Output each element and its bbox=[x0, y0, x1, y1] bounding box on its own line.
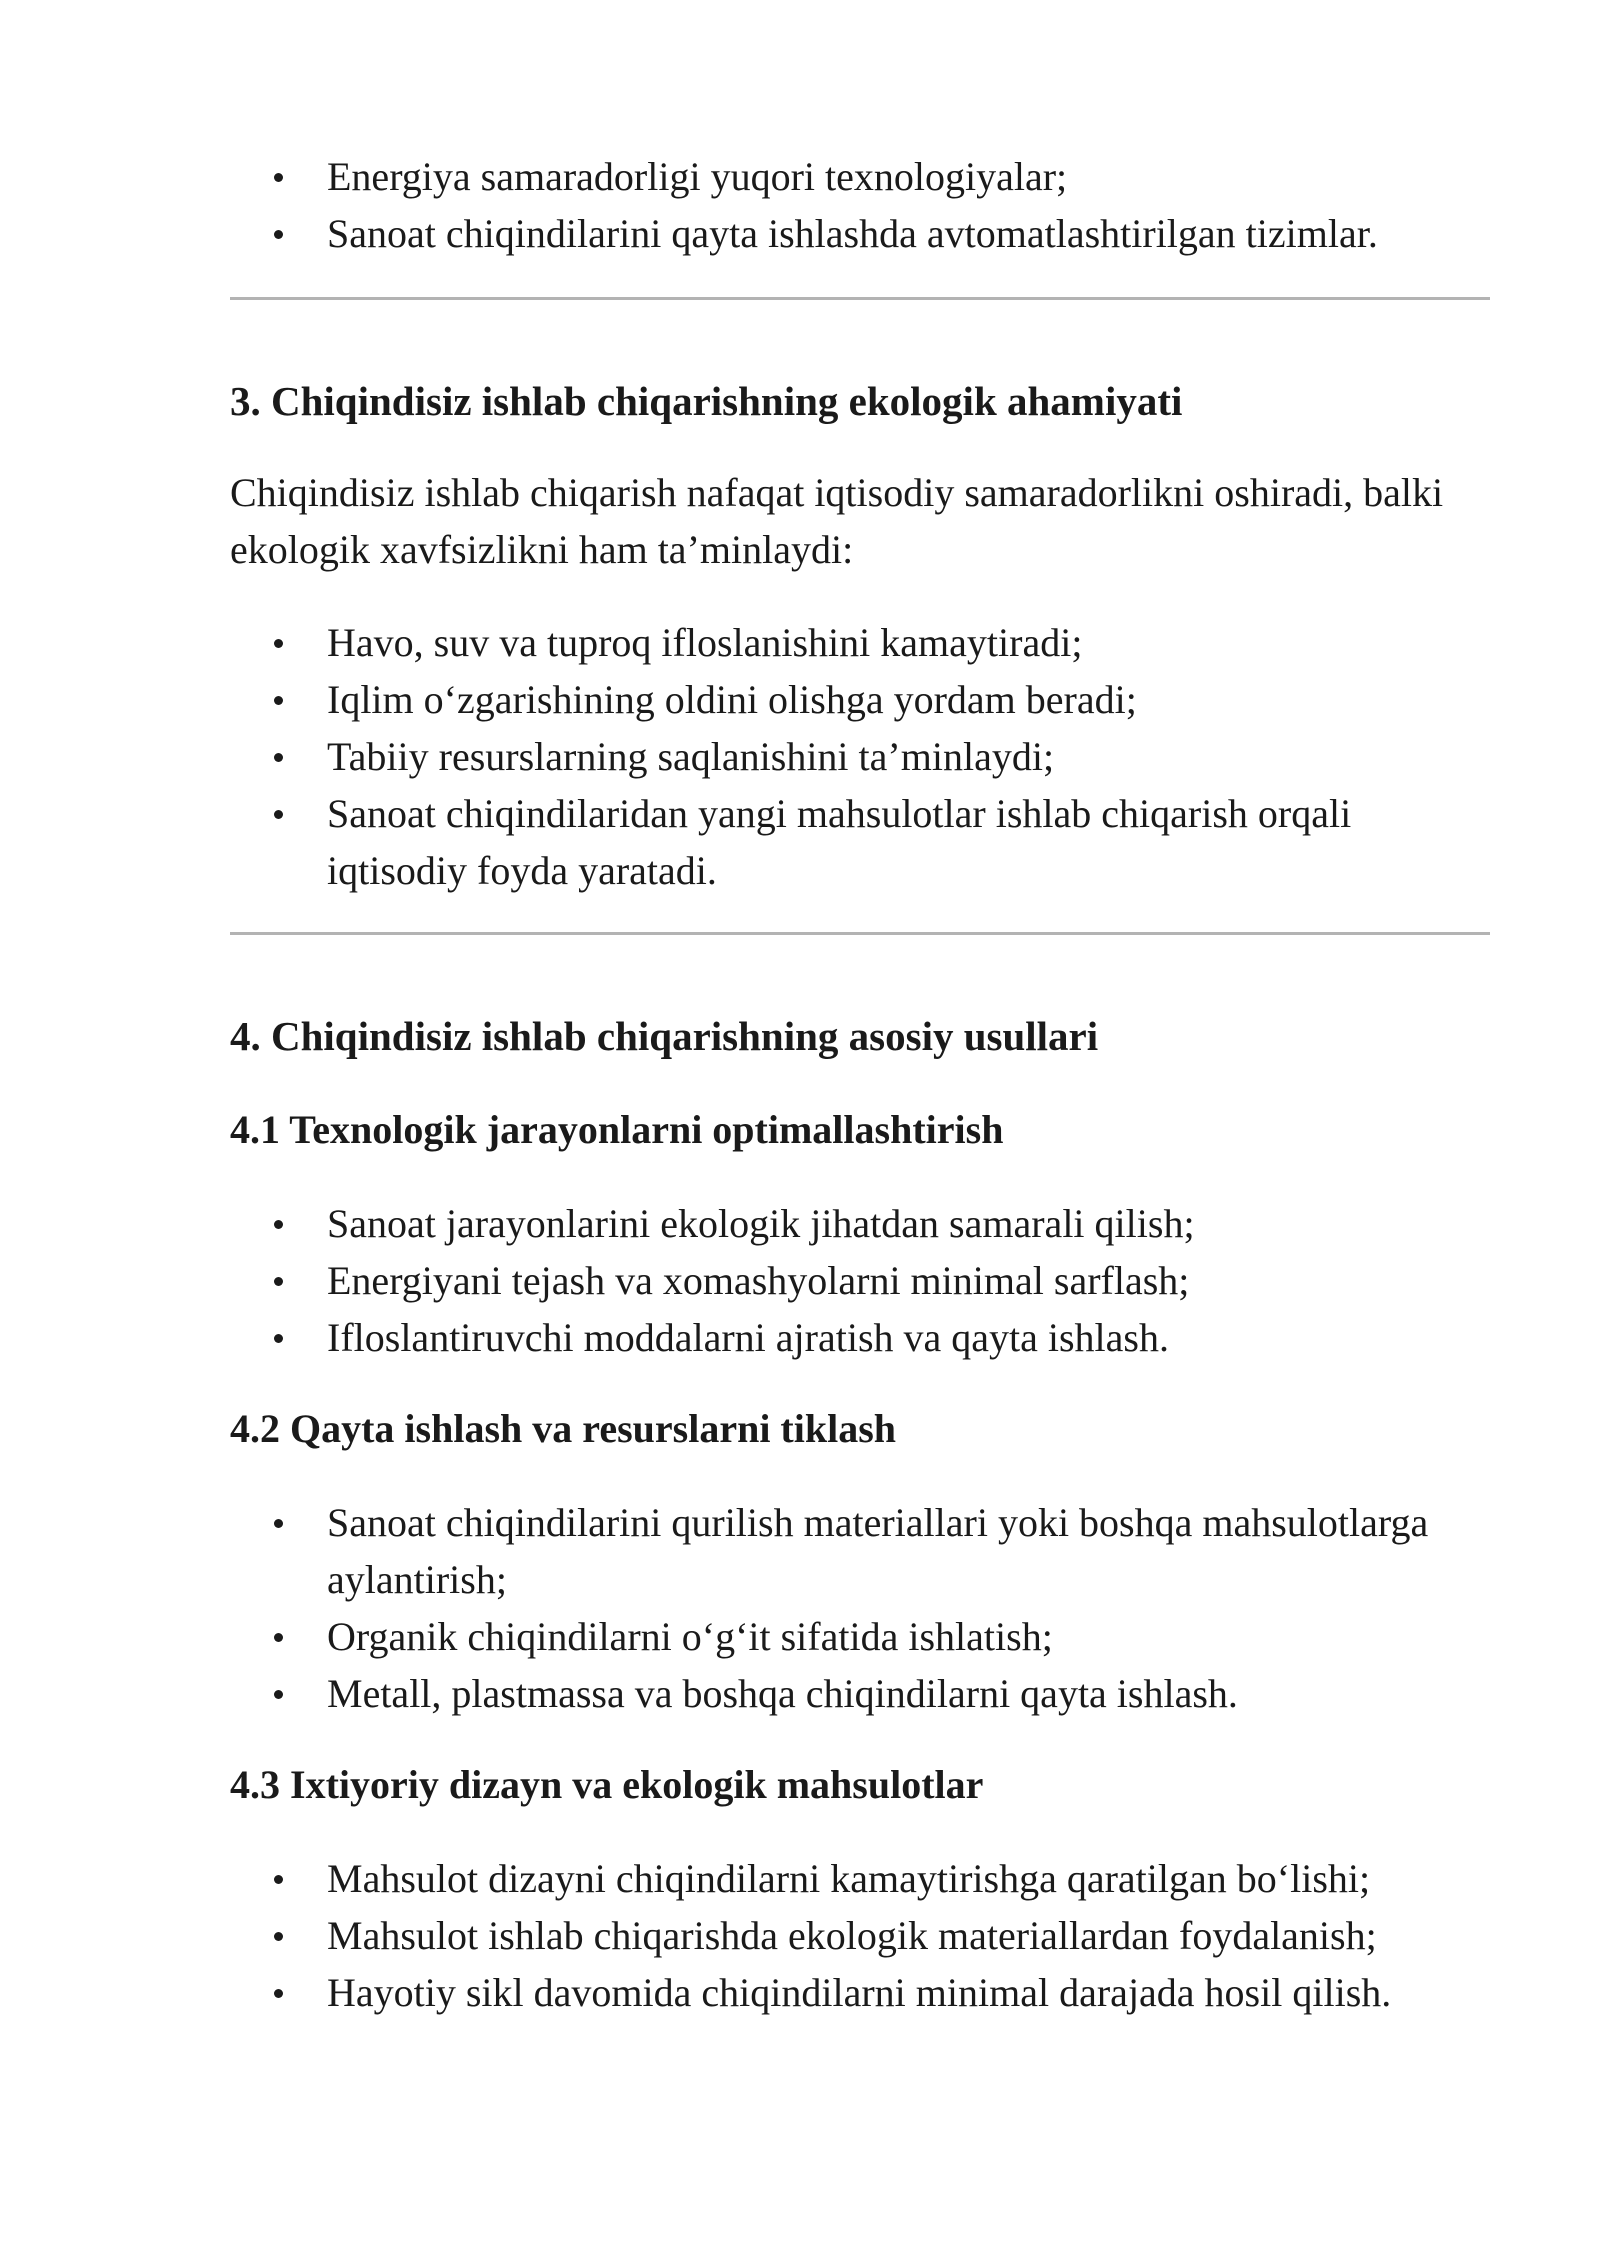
list-item: Energiyani tejash va xomashyolarni minimal sarflash; bbox=[230, 1252, 1490, 1309]
section-divider bbox=[230, 297, 1490, 300]
bullet-icon bbox=[274, 1690, 283, 1699]
subsection-4-2-heading: 4.2 Qayta ishlash va resurslarni tiklash bbox=[230, 1406, 897, 1451]
list-item: Mahsulot ishlab chiqarishda ekologik materiallardan foydalanish; bbox=[230, 1907, 1490, 1964]
bullet-icon bbox=[274, 639, 283, 648]
list-item: Sanoat chiqindilarini qurilish materiallari yoki boshqa mahsulotlarga aylantirish; bbox=[230, 1494, 1490, 1608]
list-item: Havo, suv va tuproq ifloslanishini kamaytiradi; bbox=[230, 614, 1490, 671]
bullet-icon bbox=[274, 173, 283, 182]
bullet-icon bbox=[274, 1220, 283, 1229]
bullet-icon bbox=[274, 1277, 283, 1286]
list-item: Energiya samaradorligi yuqori texnologiyalar; bbox=[230, 148, 1490, 205]
list-item: Sanoat chiqindilarini qayta ishlashda avtomatlashtirilgan tizimlar. bbox=[230, 205, 1490, 262]
list-item: Iqlim o‘zgarishining oldini olishga yordam beradi; bbox=[230, 671, 1490, 728]
list-item: Metall, plastmassa va boshqa chiqindilarni qayta ishlash. bbox=[230, 1665, 1490, 1722]
list-item: Organik chiqindilarni o‘g‘it sifatida ishlatish; bbox=[230, 1608, 1490, 1665]
subsection-4-3-list bbox=[230, 1850, 1490, 2021]
top-list bbox=[230, 148, 1490, 262]
section-divider bbox=[230, 932, 1490, 935]
bullet-icon bbox=[274, 1633, 283, 1642]
section-4-heading: 4. Chiqindisiz ishlab chiqarishning asosiy usullari bbox=[230, 1013, 1099, 1059]
section-3-intro: Chiqindisiz ishlab chiqarish nafaqat iqtisodiy samaradorlikni oshiradi, balki ekologik xavfsizlikni ham ta’minlaydi: bbox=[230, 470, 1444, 572]
subsection-4-3-heading: 4.3 Ixtiyoriy dizayn va ekologik mahsulotlar bbox=[230, 1762, 984, 1807]
bullet-icon bbox=[274, 753, 283, 762]
bullet-icon bbox=[274, 1334, 283, 1343]
list-item: Hayotiy sikl davomida chiqindilarni minimal darajada hosil qilish. bbox=[230, 1964, 1490, 2021]
section-3-heading: 3. Chiqindisiz ishlab chiqarishning ekologik ahamiyati bbox=[230, 378, 1183, 424]
subsection-4-1-list bbox=[230, 1195, 1490, 1366]
list-item: Sanoat jarayonlarini ekologik jihatdan samarali qilish; bbox=[230, 1195, 1490, 1252]
document-content bbox=[230, 148, 1490, 2021]
subsection-4-2-list bbox=[230, 1494, 1490, 1722]
list-item: Mahsulot dizayni chiqindilarni kamaytirishga qaratilgan bo‘lishi; bbox=[230, 1850, 1490, 1907]
bullet-icon bbox=[274, 696, 283, 705]
subsection-4-1-heading: 4.1 Texnologik jarayonlarni optimallashtirish bbox=[230, 1107, 1004, 1152]
list-item: Ifloslantiruvchi moddalarni ajratish va qayta ishlash. bbox=[230, 1309, 1490, 1366]
bullet-icon bbox=[274, 1989, 283, 1998]
bullet-icon bbox=[274, 810, 283, 819]
list-item: Sanoat chiqindilaridan yangi mahsulotlar ishlab chiqarish orqali iqtisodiy foyda yaratadi. bbox=[230, 785, 1490, 899]
bullet-icon bbox=[274, 1875, 283, 1884]
bullet-icon bbox=[274, 230, 283, 239]
bullet-icon bbox=[274, 1932, 283, 1941]
list-item: Tabiiy resurslarning saqlanishini ta’minlaydi; bbox=[230, 728, 1490, 785]
bullet-icon bbox=[274, 1519, 283, 1528]
section-3-list bbox=[230, 614, 1490, 899]
